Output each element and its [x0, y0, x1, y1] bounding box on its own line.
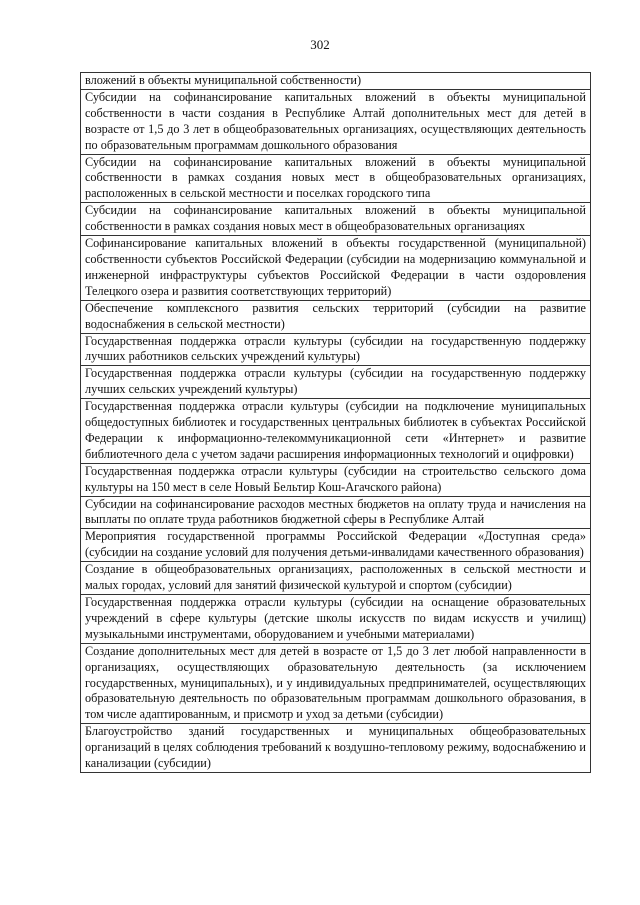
table-row: Государственная поддержка отрасли культуры (субсидии на строительство сельского дома культуры на 150 мест в селе Новый Бельтир Кош-Агачского района)	[80, 464, 591, 497]
table-row: Софинансирование капитальных вложений в объекты государственной (муниципальной) собственности субъектов Российской Федерации (субсидии на модернизацию коммунальной и инженерной инфраструктуры субъектов Российской Федерации в части оздоровления Телецкого озера и развития соответствующих территорий)	[80, 236, 591, 301]
table-row: Государственная поддержка отрасли культуры (субсидии на подключение муниципальных общедоступных библиотек и государственных центральных библиотек в субъектах Российской Федерации к информационно-телекоммуникационной сети «Интернет» и развитие библиотечного дела с учетом задачи расширения информационных технологий и оцифровки)	[80, 399, 591, 464]
table-row: Субсидии на софинансирование капитальных вложений в объекты муниципальной собственности в рамках создания новых мест в общеобразовательных организациях, расположенных в сельской местности и поселках городского типа	[80, 155, 591, 204]
table-row: Мероприятия государственной программы Российской Федерации «Доступная среда» (субсидии на создание условий для получения детьми-инвалидами качественного образования)	[80, 529, 591, 562]
table-row: Государственная поддержка отрасли культуры (субсидии на государственную поддержку лучших сельских учреждений культуры)	[80, 366, 591, 399]
table-row: Создание в общеобразовательных организациях, расположенных в сельской местности и малых городах, условий для занятий физической культурой и спортом (субсидии)	[80, 562, 591, 595]
table-row: Субсидии на софинансирование расходов местных бюджетов на оплату труда и начисления на выплаты по оплате труда работников бюджетной сферы в Республике Алтай	[80, 497, 591, 530]
page-number: 302	[310, 37, 330, 52]
table-row: Государственная поддержка отрасли культуры (субсидии на оснащение образовательных учреждений в сфере культуры (детские школы искусств по видам искусств и училищ) музыкальными инструментами, оборудованием и учебными материалами)	[80, 595, 591, 644]
table-row: Субсидии на софинансирование капитальных вложений в объекты муниципальной собственности в рамках создания новых мест в общеобразовательных организациях	[80, 203, 591, 236]
table-row: Обеспечение комплексного развития сельских территорий (субсидии на развитие водоснабжения в сельской местности)	[80, 301, 591, 334]
table-row: Благоустройство зданий государственных и муниципальных общеобразовательных организаций в целях соблюдения требований к воздушно-тепловому режиму, водоснабжению и канализации (субсидии)	[80, 724, 591, 773]
subsidy-table	[80, 72, 591, 773]
table-row: Государственная поддержка отрасли культуры (субсидии на государственную поддержку лучших работников сельских учреждений культуры)	[80, 334, 591, 367]
table-row: Создание дополнительных мест для детей в возрасте от 1,5 до 3 лет любой направленности в организациях, осуществляющих образовательную деятельность (за исключением государственных, муниципальных), и у индивидуальных предпринимателей, осуществляющих образовательную деятельность по образовательным программам дошкольного образования, в том числе адаптированным, и присмотр и уход за детьми (субсидии)	[80, 644, 591, 725]
table-row: Субсидии на софинансирование капитальных вложений в объекты муниципальной собственности в части создания в Республике Алтай дополнительных мест для детей в возрасте от 1,5 до 3 лет в общеобразовательных организациях, осуществляющих деятельность по образовательным программам дошкольного образования	[80, 90, 591, 155]
table-row: вложений в объекты муниципальной собственности)	[80, 73, 591, 90]
